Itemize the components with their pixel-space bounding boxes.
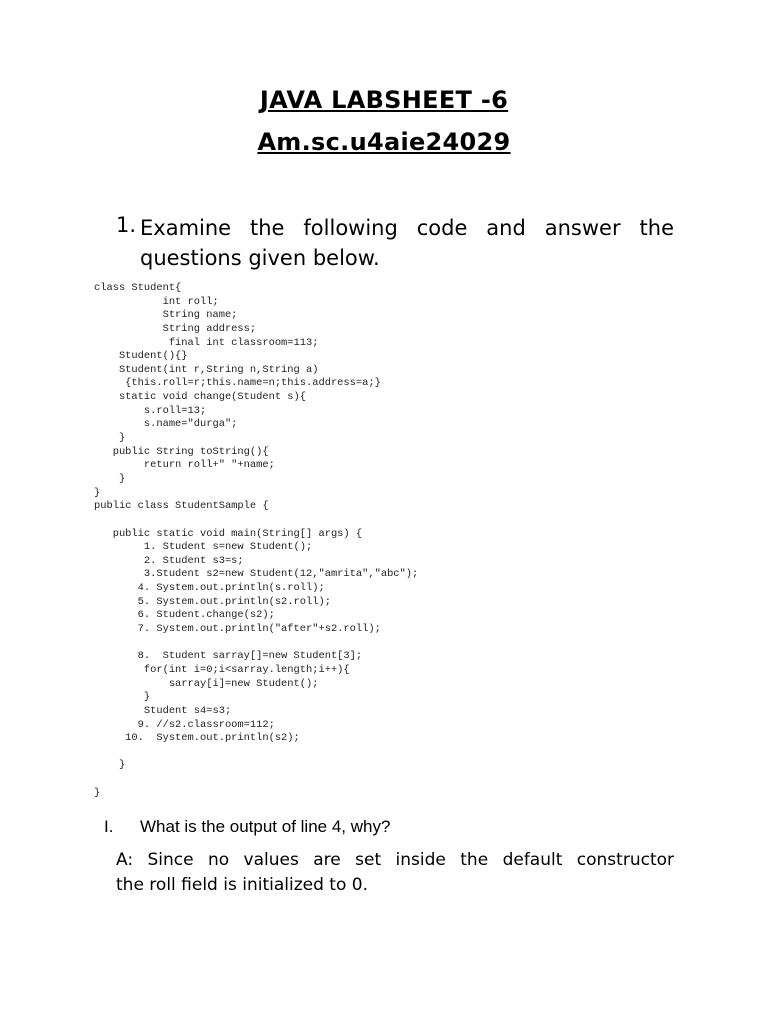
code-line: int roll; [94,295,219,308]
code-line: 2. Student s3=s; [94,554,244,567]
question-text [140,213,674,273]
code-line: 8. Student sarray[]=new Student[3]; [94,650,363,663]
answer-line-2: the roll field is initialized to 0. [116,875,368,895]
code-line: } [94,432,126,445]
question-line-2: questions given below. [140,246,380,270]
code-line: 6. Student.change(s2); [94,609,275,622]
code-line [94,773,418,787]
code-line: 9. //s2.classroom=112; [94,718,275,731]
code-line: Student s4=s3; [94,704,232,717]
code-line: return roll+" "+name; [94,459,275,472]
question-line-1: Examine the following code and answer the [140,216,674,240]
code-line: } [94,691,151,704]
code-line: public String toString(){ [94,445,269,458]
code-line: String name; [94,309,238,322]
code-line: 4. System.out.println(s.roll); [94,582,325,595]
code-line: } [94,786,101,799]
code-line: 3.Student s2=new Student(12,"amrita","abc"); [94,568,419,581]
code-line: 7. System.out.println("after"+s2.roll); [94,623,381,636]
code-line: String address; [94,322,257,335]
code-snippet [94,282,418,800]
sub-question-text: What is the output of line 4, why? [140,817,391,836]
question-number: 1. [116,213,137,237]
code-line [94,514,418,528]
code-line: s.roll=13; [94,404,207,417]
code-line: for(int i=0;i<sarray.length;i++){ [94,663,350,676]
code-line: 1. Student s=new Student(); [94,541,313,554]
code-line: s.name="durga"; [94,418,238,431]
code-line: public class StudentSample { [94,500,269,513]
page-title: JAVA LABSHEET -6 [259,86,509,114]
sub-question-numeral: I. [104,817,114,836]
code-line: {this.roll=r;this.name=n;this.address=a;} [94,377,381,390]
code-line [94,637,418,651]
code-line: Student(int r,String n,String a) [94,363,319,376]
code-line: } [94,472,126,485]
code-line: public static void main(String[] args) { [94,527,363,540]
code-line: final int classroom=113; [94,336,319,349]
code-line [94,746,418,760]
roll-number: Am.sc.u4aie24029 [257,128,511,156]
code-line: sarray[i]=new Student(); [94,677,319,690]
code-line: } [94,486,101,499]
answer-line-1: A: Since no values are set inside the default constructor [116,850,674,870]
code-line: static void change(Student s){ [94,391,307,404]
code-line: } [94,759,126,772]
code-line: 10. System.out.println(s2); [94,732,300,745]
code-line: class Student{ [94,282,182,294]
code-line: Student(){} [94,350,188,363]
code-line: 5. System.out.println(s2.roll); [94,595,331,608]
answer-text [116,848,674,898]
